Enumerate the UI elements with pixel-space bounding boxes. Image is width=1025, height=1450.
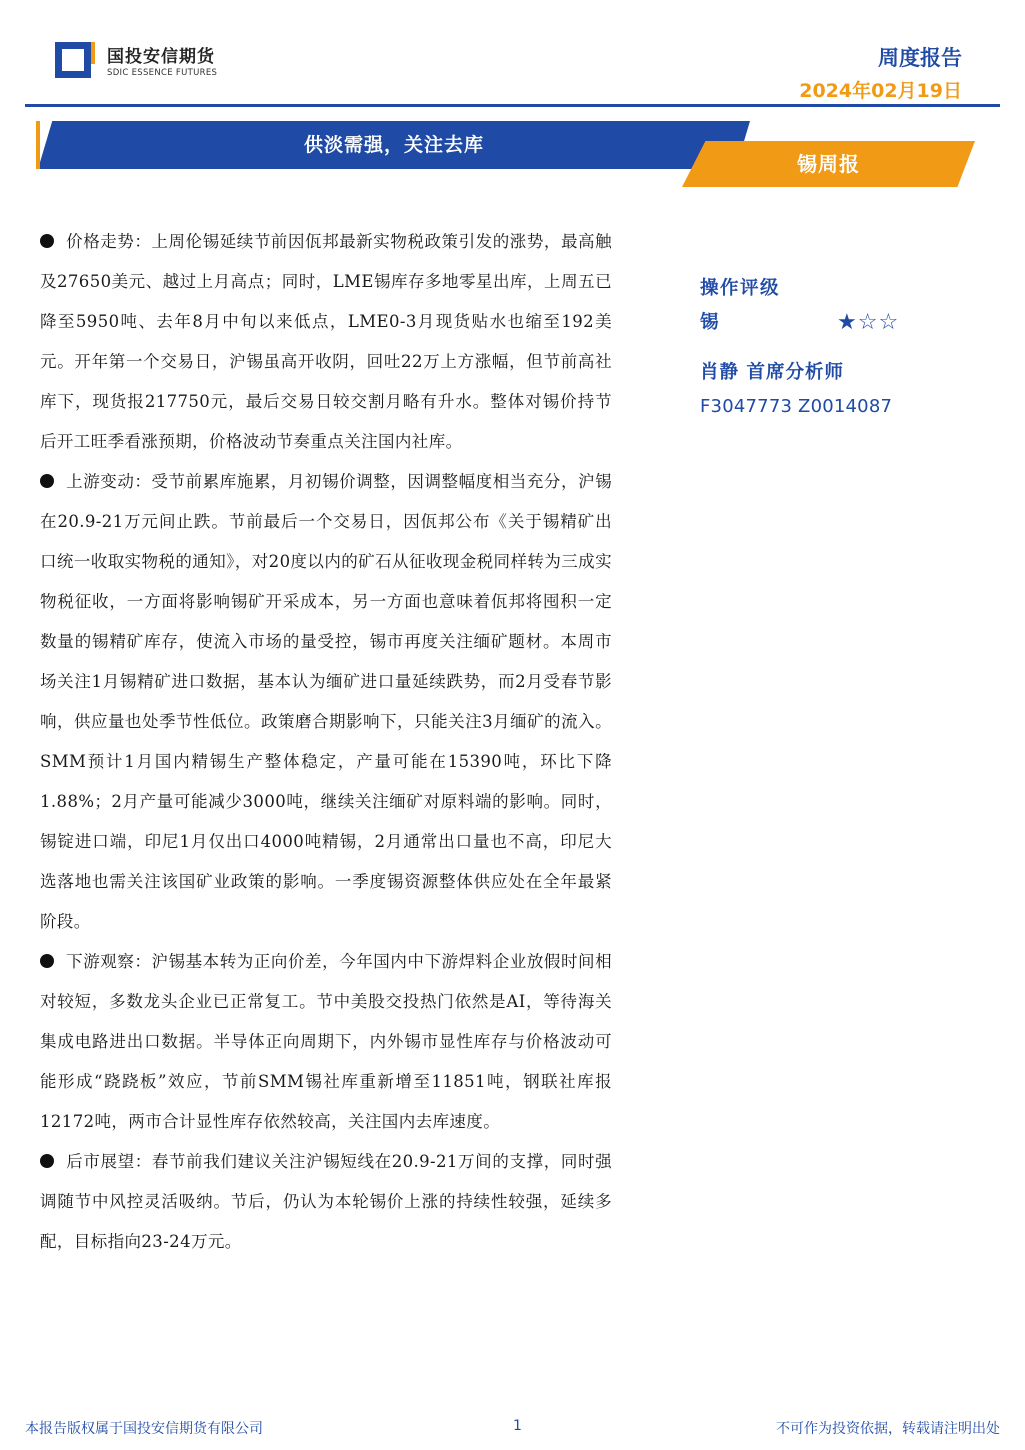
report-category: 锡周报 (797, 152, 860, 176)
rating-stars-icon: ★☆☆ (837, 310, 900, 335)
rating-row (700, 306, 940, 340)
bullet-icon (40, 954, 54, 968)
bullet-icon (40, 1154, 54, 1168)
analyst-name: 肖静 首席分析师 (700, 362, 844, 383)
analyst-license: F3047773 Z0014087 (700, 396, 893, 417)
sidebar (700, 272, 940, 424)
page-footer (25, 1418, 1000, 1440)
rating-commodity: 锡 (700, 312, 719, 333)
header-divider (25, 104, 1000, 107)
paragraph-downstream: 下游观察：沪锡基本转为正向价差，今年国内中下游焊料企业放假时间相对较短，多数龙头企业已正常复工。节中美股交投热门依然是AI，等待海关集成电路进出口数据。半导体正向周期下，内外锡市显性库存与价格波动可能形成“跷跷板”效应，节前SMM锡社库重新增至11851吨，钢联社库报12172吨，两市合计显性库存依然较高，关注国内去库速度。 (40, 952, 612, 1131)
page-number: 1 (513, 1418, 522, 1434)
company-name-cn: 国投安信期货 (107, 47, 215, 67)
bullet-icon (40, 474, 54, 488)
report-type: 周度报告 (878, 46, 962, 70)
paragraph-price-trend: 价格走势：上周伦锡延续节前因佤邦最新实物税政策引发的涨势，最高触及27650美元、越过上月高点；同时，LME锡库存多地零星出库，上周五已降至5950吨、去年8月中旬以来低点，LME0-3月现货贴水也缩至192美元。开年第一个交易日，沪锡虽高开收阴，回吐22万上方涨幅，但节前高社库下，现货报217750元，最后交易日较交割月略有升水。整体对锡价持节后开工旺季看涨预期，价格波动节奏重点关注国内社库。 (40, 232, 612, 451)
paragraph-outlook: 后市展望：春节前我们建议关注沪锡短线在20.9-21万间的支撑，同时强调随节中风控灵活吸纳。节后，仍认为本轮锡价上涨的持续性较强，延续多配，目标指向23-24万元。 (40, 1152, 612, 1251)
rating-heading: 操作评级 (700, 278, 781, 299)
report-date: 2024年02月19日 (799, 80, 962, 102)
bullet-icon (40, 234, 54, 248)
company-name-en: SDIC ESSENCE FUTURES (107, 68, 218, 78)
logo-mark-icon (55, 42, 99, 84)
company-logo (55, 42, 217, 84)
report-body (40, 222, 612, 1262)
paragraph-upstream: 上游变动：受节前累库施累，月初锡价调整，因调整幅度相当充分，沪锡在20.9-21万元间止跌。节前最后一个交易日，因佤邦公布《关于锡精矿出口统一收取实物税的通知》，对20度以内的矿石从征收现金税同样转为三成实物税征收，一方面将影响锡矿开采成本，另一方面也意味着佤邦将囤积一定数量的锡精矿库存，使流入市场的量受控，锡市再度关注缅矿题材。本周市场关注1月锡精矿进口数据，基本认为缅矿进口量延续跌势，而2月受春节影响，供应量也处季节性低位。政策磨合期影响下，只能关注3月缅矿的流入。SMM预计1月国内精锡生产整体稳定，产量可能在15390吨，环比下降1.88%；2月产量可能减少3000吨，继续关注缅矿对原料端的影响。同时，锡锭进口端，印尼1月仅出口4000吨精锡，2月通常出口量也不高，印尼大选落地也需关注该国矿业政策的影响。一季度锡资源整体供应处在全年最紧阶段。 (40, 472, 612, 931)
footer-copyright: 本报告版权属于国投安信期货有限公司 (25, 1421, 263, 1437)
footer-disclaimer: 不可作为投资依据，转载请注明出处 (776, 1421, 1000, 1437)
report-title: 供淡需强，关注去库 (303, 134, 484, 156)
